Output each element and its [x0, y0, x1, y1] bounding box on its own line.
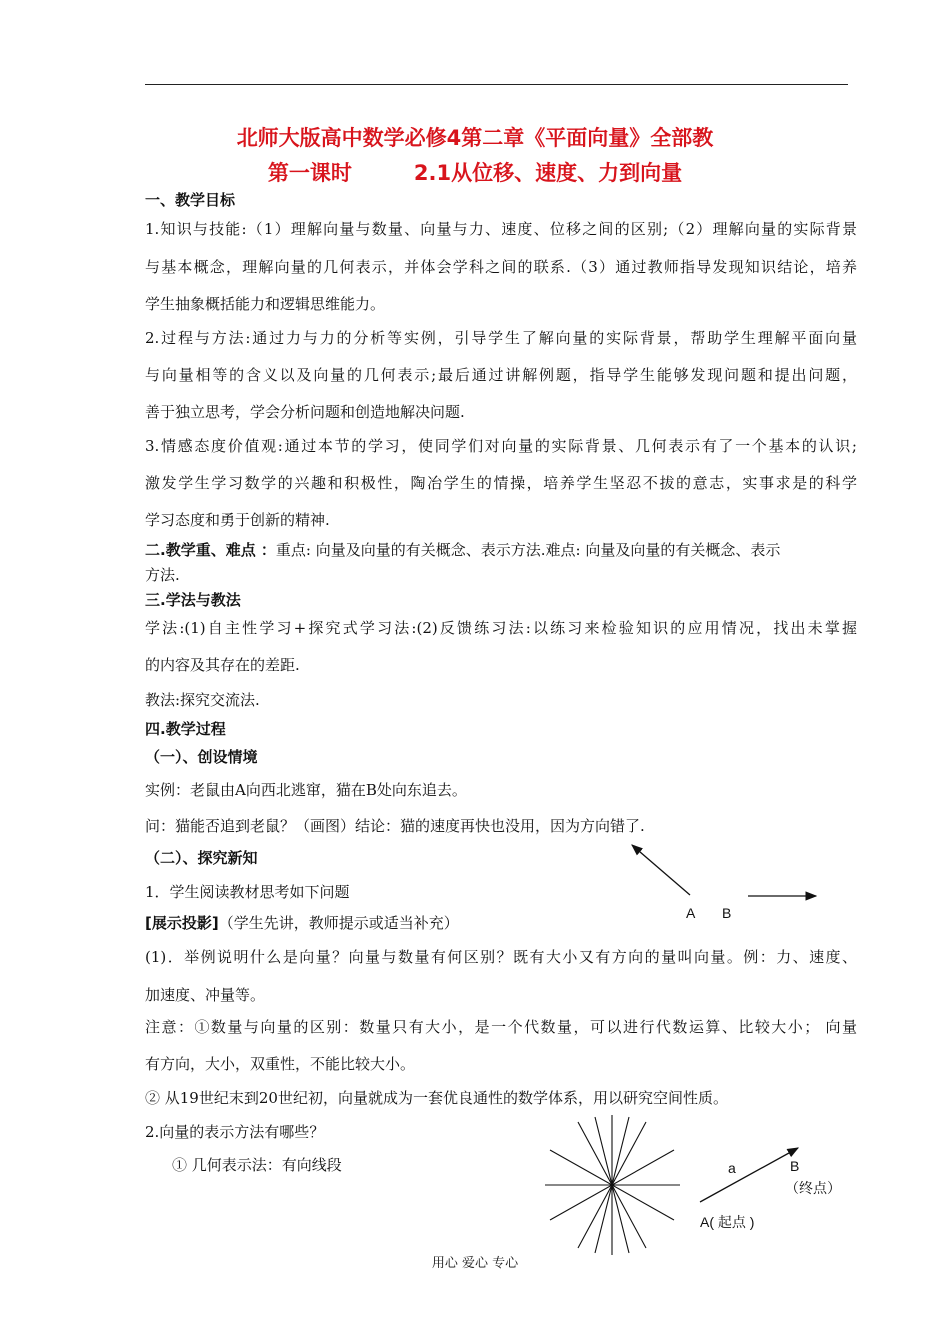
paragraph-line: 2.向量的表示方法有哪些？	[145, 1123, 325, 1141]
paragraph-line: 学生抽象概括能力和逻辑思维能力。	[145, 295, 386, 313]
lesson-number: 第一课时	[267, 161, 352, 185]
paragraph-line: 注意：①数量与向量的区别：数量只有大小，是一个代数量，可以进行代数运算、比较大小； 向量	[145, 1018, 857, 1036]
paragraph-line: ① 几何表示法：有向线段	[172, 1156, 342, 1174]
vector-ab-arrow	[700, 1148, 798, 1202]
direction-figure	[620, 838, 830, 908]
page-footer: 用心 爱心 专心	[431, 1256, 519, 1271]
paragraph-line: 学法:(1)自主性学习+探究式学习法:(2)反馈练习法:以练习来检验知识的应用情况，找出未掌握	[145, 619, 857, 637]
projection-line	[145, 913, 857, 933]
endpoint-caption: （终点）	[785, 1180, 841, 1196]
lesson-title	[0, 157, 950, 187]
paragraph-line: 学习态度和勇于创新的精神.	[145, 511, 330, 529]
lesson-topic: 2.1从位移、速度、力到向量	[413, 161, 683, 185]
section-2-line	[145, 540, 857, 560]
paragraph-line: 加速度、冲量等。	[145, 986, 266, 1004]
section-1-heading: 一、教学目标	[145, 191, 236, 209]
subsection-heading: （一）、创设情境	[145, 748, 258, 766]
projection-note: （学生先讲，教师提示或适当补充）	[218, 914, 459, 932]
header-rule	[145, 84, 848, 85]
projection-label: [展示投影]	[145, 914, 219, 932]
paragraph-line: 与向量相等的含义以及向量的几何表示;最后通过讲解例题，指导学生能够发现问题和提出问题，	[145, 366, 857, 384]
paragraph-line: 2.过程与方法:通过力与力的分析等实例，引导学生了解向量的实际背景，帮助学生理解平面向量	[145, 329, 857, 347]
paragraph-line: 激发学生学习数学的兴趣和积极性，陶冶学生的情操，培养学生坚忍不拔的意志，实事求是的科学	[145, 474, 857, 492]
mouse-arrow	[632, 845, 690, 895]
section-2-heading: 二.教学重、难点 ：	[145, 541, 276, 559]
paragraph-line: ② 从19世纪末到20世纪初，向量就成为一套优良通性的数学体系，用以研究空间性质。	[145, 1089, 728, 1107]
paragraph-line: 1.知识与技能:（1）理解向量与数量、向量与力、速度、位移之间的区别;（2）理解向量的实际背景	[145, 220, 857, 238]
startpoint-label: A( 起点 )	[700, 1214, 755, 1230]
paragraph-line: 善于独立思考，学会分析问题和创造地解决问题.	[145, 403, 465, 421]
segments-star-figure	[540, 1110, 685, 1260]
paragraph-line: 方法.	[145, 566, 180, 584]
section-3-heading: 三.学法与教法	[145, 591, 241, 609]
section-4-heading: 四.教学过程	[145, 720, 226, 738]
paragraph-line: 的内容及其存在的差距.	[145, 656, 300, 674]
point-b-label: B	[722, 905, 732, 921]
directed-segment-figure	[690, 1140, 810, 1210]
paragraph-line: 实例：老鼠由A向西北逃窜，猫在B处向东追去。	[145, 781, 467, 799]
document-title: 北师大版高中数学必修4第二章《平面向量》全部教	[236, 126, 714, 150]
point-a-label: A	[686, 905, 696, 921]
paragraph-line: 3.情感态度价值观:通过本节的学习，使同学们对向量的实际背景、几何表示有了一个基本的认识;	[145, 437, 857, 455]
paragraph-line: 1．学生阅读教材思考如下问题	[145, 883, 350, 901]
paragraph-line: 教法:探究交流法.	[145, 691, 260, 709]
paragraph-line: 问：猫能否追到老鼠？（画图）结论：猫的速度再快也没用，因为方向错了.	[145, 817, 645, 835]
vector-a-label: a	[728, 1160, 736, 1176]
subsection-heading: （二）、探究新知	[145, 849, 258, 867]
endpoint-b-label: B	[790, 1158, 800, 1174]
paragraph-line: 有方向，大小，双重性，不能比较大小。	[145, 1055, 416, 1073]
paragraph-line: (1)．举例说明什么是向量？向量与数量有何区别？既有大小又有方向的量叫向量。例：力、速度、	[145, 948, 857, 966]
paragraph-line: 与基本概念，理解向量的几何表示，并体会学科之间的联系.（3）通过教师指导发现知识结论，培养	[145, 258, 857, 276]
key-points-text: 重点: 向量及向量的有关概念、表示方法.难点: 向量及向量的有关概念、表示	[275, 541, 781, 559]
